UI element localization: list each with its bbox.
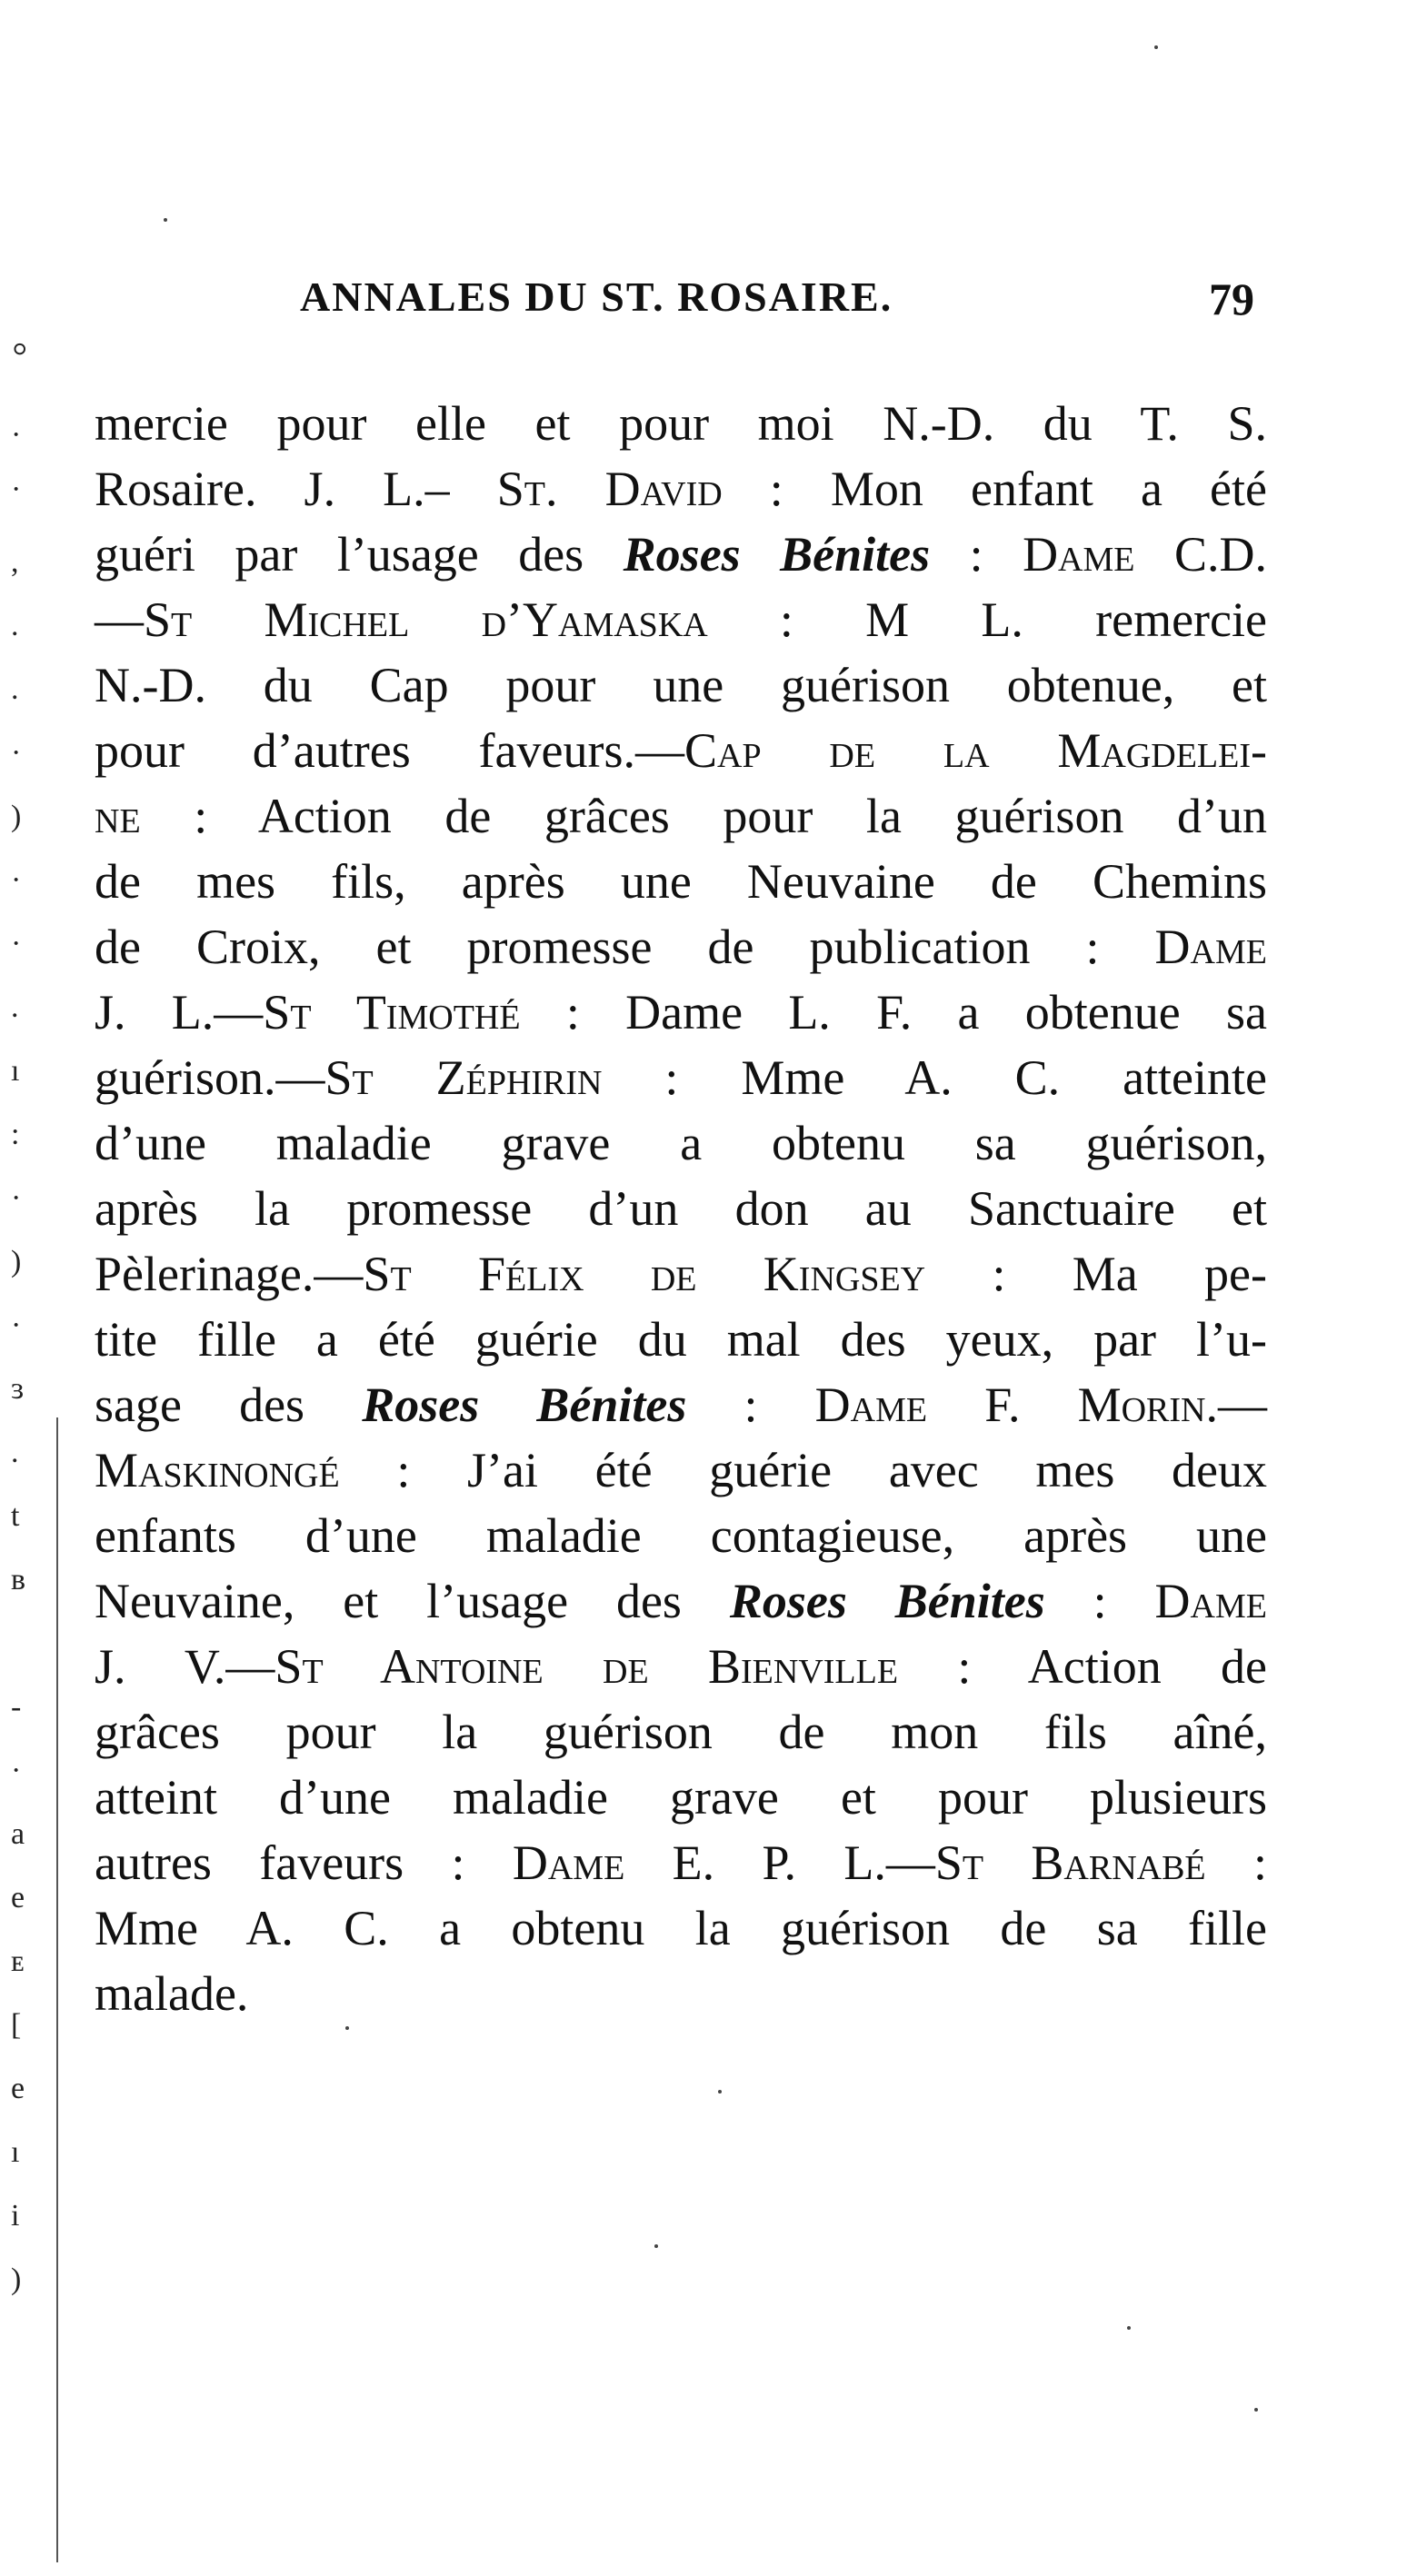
italic-run: Roses Bénites xyxy=(362,1378,687,1432)
text-run: mercie pour elle et pour moi N.-D. du T. S. xyxy=(95,396,1267,451)
text-run: d’une maladie grave a obtenu sa guérison, xyxy=(95,1116,1267,1170)
text-run: : Mme A. C. atteinte xyxy=(602,1050,1267,1105)
ink-speck xyxy=(1127,2326,1131,2330)
text-line xyxy=(95,1830,1267,1895)
italic-run: Roses Bénites xyxy=(623,527,931,582)
text-run: : Dame L. F. a obtenue sa xyxy=(520,985,1267,1039)
small-caps-run: Dame F. Morin. xyxy=(814,1378,1218,1432)
text-line xyxy=(95,456,1267,522)
text-run: J. L.— xyxy=(95,985,264,1039)
text-line xyxy=(95,1503,1267,1568)
text-line xyxy=(95,1045,1267,1110)
text-line xyxy=(95,980,1267,1045)
text-run: Pèlerinage.— xyxy=(95,1247,364,1301)
text-line xyxy=(95,849,1267,914)
text-line xyxy=(95,391,1267,456)
small-caps-run: St Timothé xyxy=(263,985,521,1039)
text-run: de mes fils, après une Neuvaine de Chemins xyxy=(95,854,1267,909)
body-text xyxy=(95,391,1267,2026)
text-run: tite fille a été guérie du mal des yeux, par l’u- xyxy=(95,1312,1267,1367)
text-line xyxy=(95,1699,1267,1765)
text-run: : Action de xyxy=(898,1639,1268,1694)
small-caps-run: St Antoine de Bienville xyxy=(274,1639,899,1694)
text-run: : Ma pe- xyxy=(925,1247,1267,1301)
small-caps-run: Maskinongé xyxy=(95,1443,340,1497)
text-run: après la promesse d’un don au Sanctuaire et xyxy=(95,1181,1267,1236)
text-run: pour d’autres faveurs.— xyxy=(95,723,684,778)
text-line xyxy=(95,1176,1267,1241)
text-run: Neuvaine, et l’usage des xyxy=(95,1574,730,1628)
text-run: Mme A. C. a obtenu la guérison de sa fille xyxy=(95,1901,1267,1955)
text-run: sage des xyxy=(95,1378,363,1432)
small-caps-run: ne xyxy=(95,789,141,843)
book-page: ANNALES DU ST. ROSAIRE. 79 mercie pour elle et pour moi N.-D. du T. S. Rosaire. J. L.– St. David : Mon enfant a été guéri par l’usage des Roses Bénites : Dame C.D. —St Michel d’Yamaska : M L. remercie N.-D. du Cap pour une guérison obtenue, et pour d’autres faveurs.—Cap de la Magdelei- ne : Action de grâces pour la guérison d’un de mes fils, après une Neuvaine de Chemins de Croix, et promesse de publication : Dame J. L.—St Timothé : Dame L. F. a obtenue sa guérison.—St Zéphirin : Mme A. C. atteinte d’une maladie grave a obtenu sa guérison, après la promesse d’un don au Sanctuaire et Pèlerinage.—St Félix de Kingsey : Ma pe- tite fille a été guérie du mal des yeux, par l’u- sage des Roses Bénites : Dame F. Morin.— Maskinongé : J’ai été guérie avec mes deux enfants d’une maladie contagieuse, après une Neuvaine, et l’usage des Roses Bénites : Dame J. V.—St Antoine de Bienville : Action de grâces pour la guérison de mon fils aîné, atteint d’une maladie grave et pour plusieurs autres faveurs : Dame E. P. L.—St Barnabé : Mme A. C. a obtenu la guérison de sa fille malade. ⸰ · · , . . · ) · · . ı : · ) · ɜ . t ʙ - · a e ᴇ [ e ı i ) xyxy=(0,0,1417,2576)
text-line xyxy=(95,652,1267,718)
small-caps-run: Dame xyxy=(1154,920,1267,974)
small-caps-run: Dame E. P. L. xyxy=(512,1835,886,1890)
text-line xyxy=(95,1437,1267,1503)
text-run: : J’ai été guérie avec mes deux xyxy=(339,1443,1267,1497)
text-run: malade. xyxy=(95,1966,249,2021)
text-line xyxy=(95,1961,1267,2026)
text-run: enfants d’une maladie contagieuse, après une xyxy=(95,1508,1267,1563)
small-caps-run: St Félix de Kingsey xyxy=(363,1247,926,1301)
small-caps-run: Cap de la Magdelei- xyxy=(684,723,1267,778)
text-line xyxy=(95,1241,1267,1307)
text-run: — xyxy=(1218,1378,1267,1432)
text-run: de Croix, et promesse de publication : xyxy=(95,920,1155,974)
text-line xyxy=(95,1307,1267,1372)
small-caps-run: St. David xyxy=(496,462,723,516)
running-title: ANNALES DU ST. ROSAIRE. xyxy=(300,274,893,320)
text-run: : Action de grâces pour la guérison d’un xyxy=(140,789,1267,843)
text-run: : Mon enfant a été xyxy=(722,462,1267,516)
text-run: N.-D. du Cap pour une guérison obtenue, et xyxy=(95,658,1267,712)
ink-speck xyxy=(1154,45,1158,49)
ink-speck xyxy=(654,2244,658,2248)
ink-speck xyxy=(345,2026,349,2030)
running-head xyxy=(300,273,1254,345)
text-run: : xyxy=(930,527,1023,582)
text-line xyxy=(95,1568,1267,1634)
text-run: J. V.— xyxy=(95,1639,275,1694)
text-line xyxy=(95,587,1267,652)
binding-edge-line xyxy=(56,1417,58,2562)
text-run: atteint d’une maladie grave et pour plusieurs xyxy=(95,1770,1267,1825)
text-run: guérison.— xyxy=(95,1050,325,1105)
text-line xyxy=(95,1895,1267,1961)
text-run: autres faveurs : xyxy=(95,1835,513,1890)
italic-run: Roses Bénites xyxy=(729,1574,1045,1628)
text-line xyxy=(95,1634,1267,1699)
text-run: grâces pour la guérison de mon fils aîné, xyxy=(95,1705,1267,1759)
ink-speck xyxy=(718,2090,722,2094)
small-caps-run: Dame xyxy=(1154,1574,1267,1628)
small-caps-run: St Zéphirin xyxy=(324,1050,603,1105)
ink-speck xyxy=(164,218,167,222)
text-run: : xyxy=(686,1378,815,1432)
small-caps-run: Dame C.D. xyxy=(1023,527,1267,582)
small-caps-run: St Michel d’Yamaska xyxy=(144,592,708,647)
small-caps-run: St Barnabé xyxy=(934,1835,1206,1890)
text-run: : M L. remercie xyxy=(707,592,1267,647)
text-line xyxy=(95,1372,1267,1437)
text-line xyxy=(95,783,1267,849)
text-line xyxy=(95,1110,1267,1176)
text-run: guéri par l’usage des xyxy=(95,527,624,582)
page-number: 79 xyxy=(1209,274,1254,324)
text-line xyxy=(95,718,1267,783)
text-line xyxy=(95,1765,1267,1830)
text-run: — xyxy=(885,1835,935,1890)
text-run: Rosaire. J. L.– xyxy=(95,462,497,516)
text-line xyxy=(95,522,1267,587)
ink-speck xyxy=(1254,2408,1258,2412)
text-run: : xyxy=(1205,1835,1267,1890)
text-run: — xyxy=(95,592,144,647)
text-run: : xyxy=(1044,1574,1155,1628)
text-line xyxy=(95,914,1267,980)
